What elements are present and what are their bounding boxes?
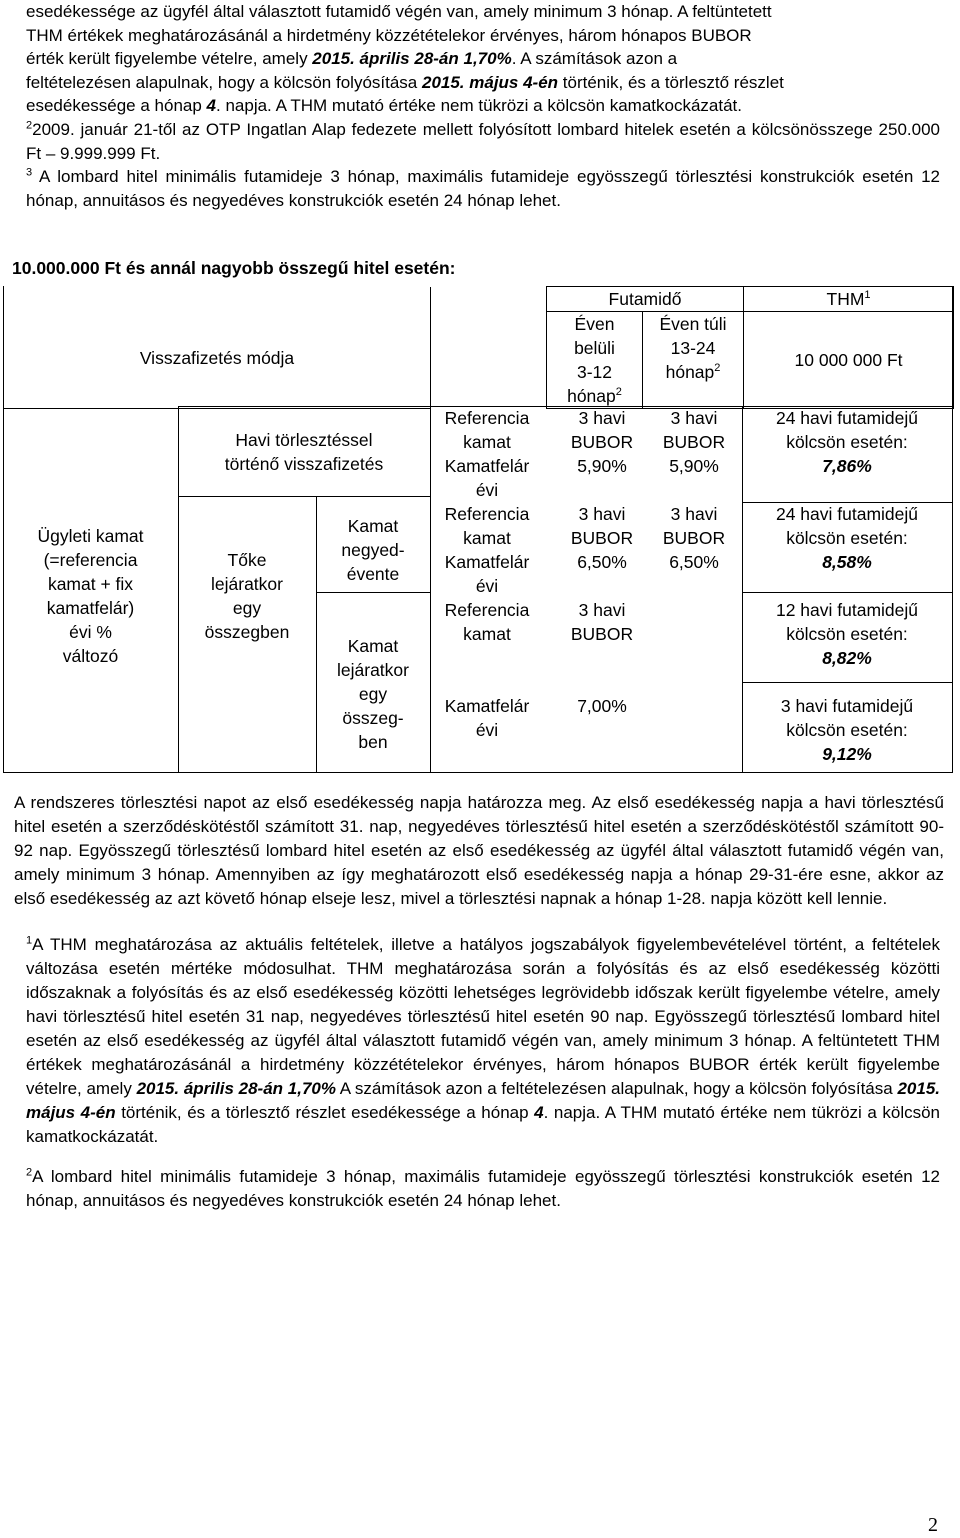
rate-table-body xyxy=(3,406,953,773)
footnote-2-top-text: 2009. január 21-től az OTP Ingatlan Alap fedezete mellett folyósított lombard hitelek esetén a kölcsönösszege 250.000 Ft – 9.999.999 Ft. xyxy=(26,119,940,163)
transaction-interest-line-1: Ügyleti kamat xyxy=(37,526,144,546)
footnote-2-sup: 2 xyxy=(26,1166,33,1179)
row-line-thm-2 xyxy=(742,592,952,593)
interest-maturity-line-4: összeg- xyxy=(342,708,404,728)
thm-header xyxy=(744,287,954,312)
row3-thm-label-a-line-2: kölcsön esetén: xyxy=(786,624,908,644)
interest-maturity-line-3: egy xyxy=(358,684,388,704)
footnote-2 xyxy=(26,1165,940,1213)
row1-bubor-b-line-1: 3 havi xyxy=(670,408,718,428)
row2-bubor-b-line-2: BUBOR xyxy=(662,528,726,548)
top-line-3-date: 2015. április 28-án 1,70% xyxy=(312,49,512,69)
section-heading: 10.000.000 Ft és annál nagyobb összegű hitel esetén: xyxy=(12,258,456,278)
top-line-5-c: . napja. A THM mutató értéke nem tükrözi a kölcsön kamatkockázatát. xyxy=(216,96,743,116)
beyond-year-sup: 2 xyxy=(714,362,721,375)
footnote-1-date-1: 2015. április 28-án 1,70% xyxy=(136,1079,336,1098)
principal-line-2: lejáratkor xyxy=(211,574,283,594)
row3-thm-value-b: 9,12% xyxy=(822,744,872,764)
row2-margin-line-1: Kamatfelár xyxy=(444,552,530,572)
row1-bubor-a-line-2: BUBOR xyxy=(570,432,634,452)
row3-thm-label-b xyxy=(742,694,952,742)
within-year-line-3: 3-12 xyxy=(576,362,613,382)
row2-thm-label xyxy=(742,502,952,550)
top-line-5 xyxy=(26,94,940,118)
row3-margin-line-1: Kamatfelár xyxy=(444,696,530,716)
principal-line-3: egy xyxy=(232,598,262,618)
top-line-4-c: történik, és a törlesztő részlet xyxy=(558,72,784,92)
row1-bubor-a-line-1: 3 havi xyxy=(578,408,626,428)
row3-ref-line-2: kamat xyxy=(463,624,511,644)
principal-at-maturity-cell xyxy=(178,548,316,644)
row2-margin-b: 6,50% xyxy=(669,552,719,572)
row1-ref-label xyxy=(430,406,544,454)
top-line-4-a: feltételezésen alapulnak, hogy a kölcsön folyósítása xyxy=(26,72,422,92)
quarterly-interest-line-2: negyed- xyxy=(341,540,405,560)
beyond-year-header xyxy=(643,312,744,409)
quarterly-interest-line-1: Kamat xyxy=(347,516,399,536)
row3-thm-label-b-line-1: 3 havi futamidejű xyxy=(780,696,914,716)
empty-header-cell-2 xyxy=(431,312,547,409)
within-year-line-4 xyxy=(550,384,639,408)
row2-thm-value: 8,58% xyxy=(822,552,872,572)
row3-thm-label-a xyxy=(742,598,952,646)
footnote-2-top xyxy=(26,118,940,165)
row1-ref-line-2: kamat xyxy=(463,432,511,452)
row3-thm-label-a-line-1: 12 havi futamidejű xyxy=(775,600,919,620)
row1-margin-a: 5,90% xyxy=(577,456,627,476)
row1-margin-label xyxy=(430,454,544,502)
row2-bubor-a-line-2: BUBOR xyxy=(570,528,634,548)
border-right xyxy=(952,286,953,773)
top-line-5-day: 4 xyxy=(206,96,217,116)
transaction-interest-line-2: (=referencia xyxy=(43,550,138,570)
row2-thm-label-line-2: kölcsön esetén: xyxy=(786,528,908,548)
thm-header-label: THM xyxy=(826,289,865,309)
footnote-1-e: történik, és a törlesztő részlet esedékessége a hónap xyxy=(115,1103,535,1122)
transaction-interest-line-3: kamat + fix xyxy=(47,574,134,594)
page-number: 2 xyxy=(928,1514,938,1536)
within-year-line-2: belüli xyxy=(574,338,615,358)
row2-bubor-b-line-1: 3 havi xyxy=(670,504,718,524)
top-line-3-c: . A számítások azon a xyxy=(511,49,678,69)
top-line-5-a: esedékessége a hónap xyxy=(26,96,207,116)
quarterly-interest-cell xyxy=(316,514,430,586)
row3-margin-line-2: évi xyxy=(475,720,499,740)
top-text-block xyxy=(26,0,940,212)
top-line-3 xyxy=(26,47,940,71)
monthly-repayment-cell xyxy=(178,428,430,476)
row1-thm-label xyxy=(742,406,952,454)
row3-margin-label xyxy=(430,694,544,742)
top-line-2: THM értékek meghatározásánál a hirdetmény közzétételekor érvényes, három hónapos BUBOR xyxy=(26,25,752,45)
within-year-header xyxy=(547,312,643,409)
border-bottom xyxy=(3,772,953,773)
row2-margin-line-2: évi xyxy=(475,576,499,596)
thm-header-sup: 1 xyxy=(864,289,871,302)
row3-thm-label-b-line-2: kölcsön esetén: xyxy=(786,720,908,740)
row1-bubor-a xyxy=(544,406,660,454)
footnote-3-top-sup: 3 xyxy=(26,166,33,179)
rate-table xyxy=(3,286,954,409)
row1-thm-label-line-1: 24 havi futamidejű xyxy=(775,408,919,428)
transaction-interest-line-6: változó xyxy=(62,646,119,666)
row3-ref-line-1: Referencia xyxy=(444,600,530,620)
row-line-havi xyxy=(178,496,430,497)
row2-ref-line-1: Referencia xyxy=(444,504,530,524)
monthly-repayment-line-2: történő visszafizetés xyxy=(224,454,384,474)
row1-margin-b: 5,90% xyxy=(669,456,719,476)
top-line-1: esedékessége az ügyfél által választott futamidő végén van, amely minimum 3 hónap. A feltüntetett xyxy=(26,2,772,21)
row2-ref-line-2: kamat xyxy=(463,528,511,548)
footnote-1-sup: 1 xyxy=(26,934,33,947)
quarterly-interest-line-3: évente xyxy=(346,564,400,584)
within-year-sup: 2 xyxy=(615,386,622,399)
footnote-1-day: 4 xyxy=(534,1103,544,1122)
row1-bubor-b-line-2: BUBOR xyxy=(662,432,726,452)
row3-bubor xyxy=(544,598,660,646)
beyond-year-unit: hónap xyxy=(665,362,715,382)
row2-bubor-a xyxy=(544,502,660,550)
row2-margin-a: 6,50% xyxy=(577,552,627,572)
row2-thm-label-line-1: 24 havi futamidejű xyxy=(775,504,919,524)
row2-bubor-b xyxy=(646,502,742,550)
empty-header-cell xyxy=(431,287,547,312)
row3-margin: 7,00% xyxy=(577,696,627,716)
row3-ref-label xyxy=(430,598,544,646)
interest-maturity-line-5: ben xyxy=(358,732,388,752)
footnote-2-text: A lombard hitel minimális futamideje 3 hónap, maximális futamideje egyösszegű törlesztési konstrukciók esetén 12 hónap, annuitásos és negyedéves konstrukciók esetén 24 hónap lehet. xyxy=(26,1167,940,1210)
interest-at-maturity-cell xyxy=(316,634,430,754)
top-line-4 xyxy=(26,71,940,95)
top-line-3-a: érték került figyelembe vételre, amely xyxy=(26,49,313,69)
transaction-interest-cell xyxy=(3,524,178,668)
row1-ref-line-1: Referencia xyxy=(444,408,530,428)
thm-amount-header: 10 000 000 Ft xyxy=(744,312,954,409)
row2-ref-label xyxy=(430,502,544,550)
footnote-1-c: A számítások azon a feltételezésen alapulnak, hogy a kölcsön folyósítása xyxy=(336,1079,898,1098)
transaction-interest-line-4: kamatfelár) xyxy=(46,598,135,618)
row3-thm-value-a: 8,82% xyxy=(822,648,872,668)
footnote-1-a: A THM meghatározása az aktuális feltételek, illetve a hatályos jogszabályok figyelembevételével történt, a feltételek változása esetén mértéke módosulhat. THM meghatározása során a folyósítás és az első esedékesség közötti időszaknak a folyósítás és az első esedékesség közötti lehetséges legrövidebb időszak került figyelembe vételre, amely havi törlesztésű hitel esetén 31 nap, negyedéves törlesztésű hitel esetén 90 nap. Egyösszegű törlesztésű lombard hitel esetén az első esedékesség az ügyfél által választott futamidő végén van, amely minimum 3 hónap. A feltüntetett THM értékek meghatározásánál a hirdetmény közzétételekor érvényes, három hónapos BUBOR érték került figyelembe vételre, amely xyxy=(26,935,940,1098)
term-header: Futamidő xyxy=(547,287,744,312)
row3-bubor-line-2: BUBOR xyxy=(570,624,634,644)
row2-bubor-a-line-1: 3 havi xyxy=(578,504,626,524)
row2-margin-label xyxy=(430,550,544,598)
beyond-year-line-3 xyxy=(646,360,740,384)
principal-line-1: Tőke xyxy=(227,550,267,570)
row-line-thm-3 xyxy=(742,682,952,683)
footnote-2-top-sup: 2 xyxy=(26,119,33,132)
transaction-interest-line-5: évi % xyxy=(69,622,112,642)
row3-bubor-line-1: 3 havi xyxy=(578,600,626,620)
row1-bubor-b xyxy=(646,406,742,454)
footnote-3-top-text: A lombard hitel minimális futamideje 3 hónap, maximális futamideje egyösszegű törlesztési konstrukciók esetén 12 hónap, annuitásos és negyedéves konstrukciók esetén 24 hónap lehet. xyxy=(26,167,940,210)
footnote-1-date-2: 2015. május 4-én xyxy=(26,1079,940,1122)
row-line-kamat xyxy=(316,592,430,593)
repayment-method-header: Visszafizetés módja xyxy=(4,287,431,409)
row1-thm-value: 7,86% xyxy=(822,456,872,476)
beyond-year-line-2: 13-24 xyxy=(670,338,716,358)
interest-maturity-line-2: lejáratkor xyxy=(337,660,409,680)
row1-margin-line-1: Kamatfelár xyxy=(444,456,530,476)
footnote-1-g: . napja. A THM mutató értéke nem tükrözi a kölcsön kamatkockázatát. xyxy=(26,1103,941,1146)
top-line-4-date: 2015. május 4-én xyxy=(421,72,559,92)
within-year-line-1: Éven xyxy=(574,314,615,334)
footnote-3-top xyxy=(26,165,940,212)
footnote-1 xyxy=(26,933,940,1149)
row1-margin-line-2: évi xyxy=(475,480,499,500)
row1-thm-label-line-2: kölcsön esetén: xyxy=(786,432,908,452)
within-year-unit: hónap xyxy=(567,386,616,406)
interest-maturity-line-1: Kamat xyxy=(347,636,399,656)
monthly-repayment-line-1: Havi törlesztéssel xyxy=(235,430,373,450)
beyond-year-line-1: Éven túli xyxy=(659,314,727,334)
principal-line-4: összegben xyxy=(204,622,290,642)
repayment-day-note: A rendszeres törlesztési napot az első esedékesség napja határozza meg. Az első esedékesség napja a havi törlesztésű hitel esetén a szerződéskötéstől számított 31. nap, negyedéves törlesztésű hitel esetén a szerződéskötéstől számított 90-92 nap. Egyösszegű törlesztésű lombard hitel esetén az első esedékesség az ügyfél által választott futamidő végén van, amely minimum 3 hónap. Amennyiben az így meghatározott első esedékesség napja a hónap 29-31-ére esne, akkor az első esedékesség az azt követő hónap elseje lesz, mivel a törlesztési napnak a hónap 1-28. napja között kell lennie. xyxy=(14,793,944,908)
